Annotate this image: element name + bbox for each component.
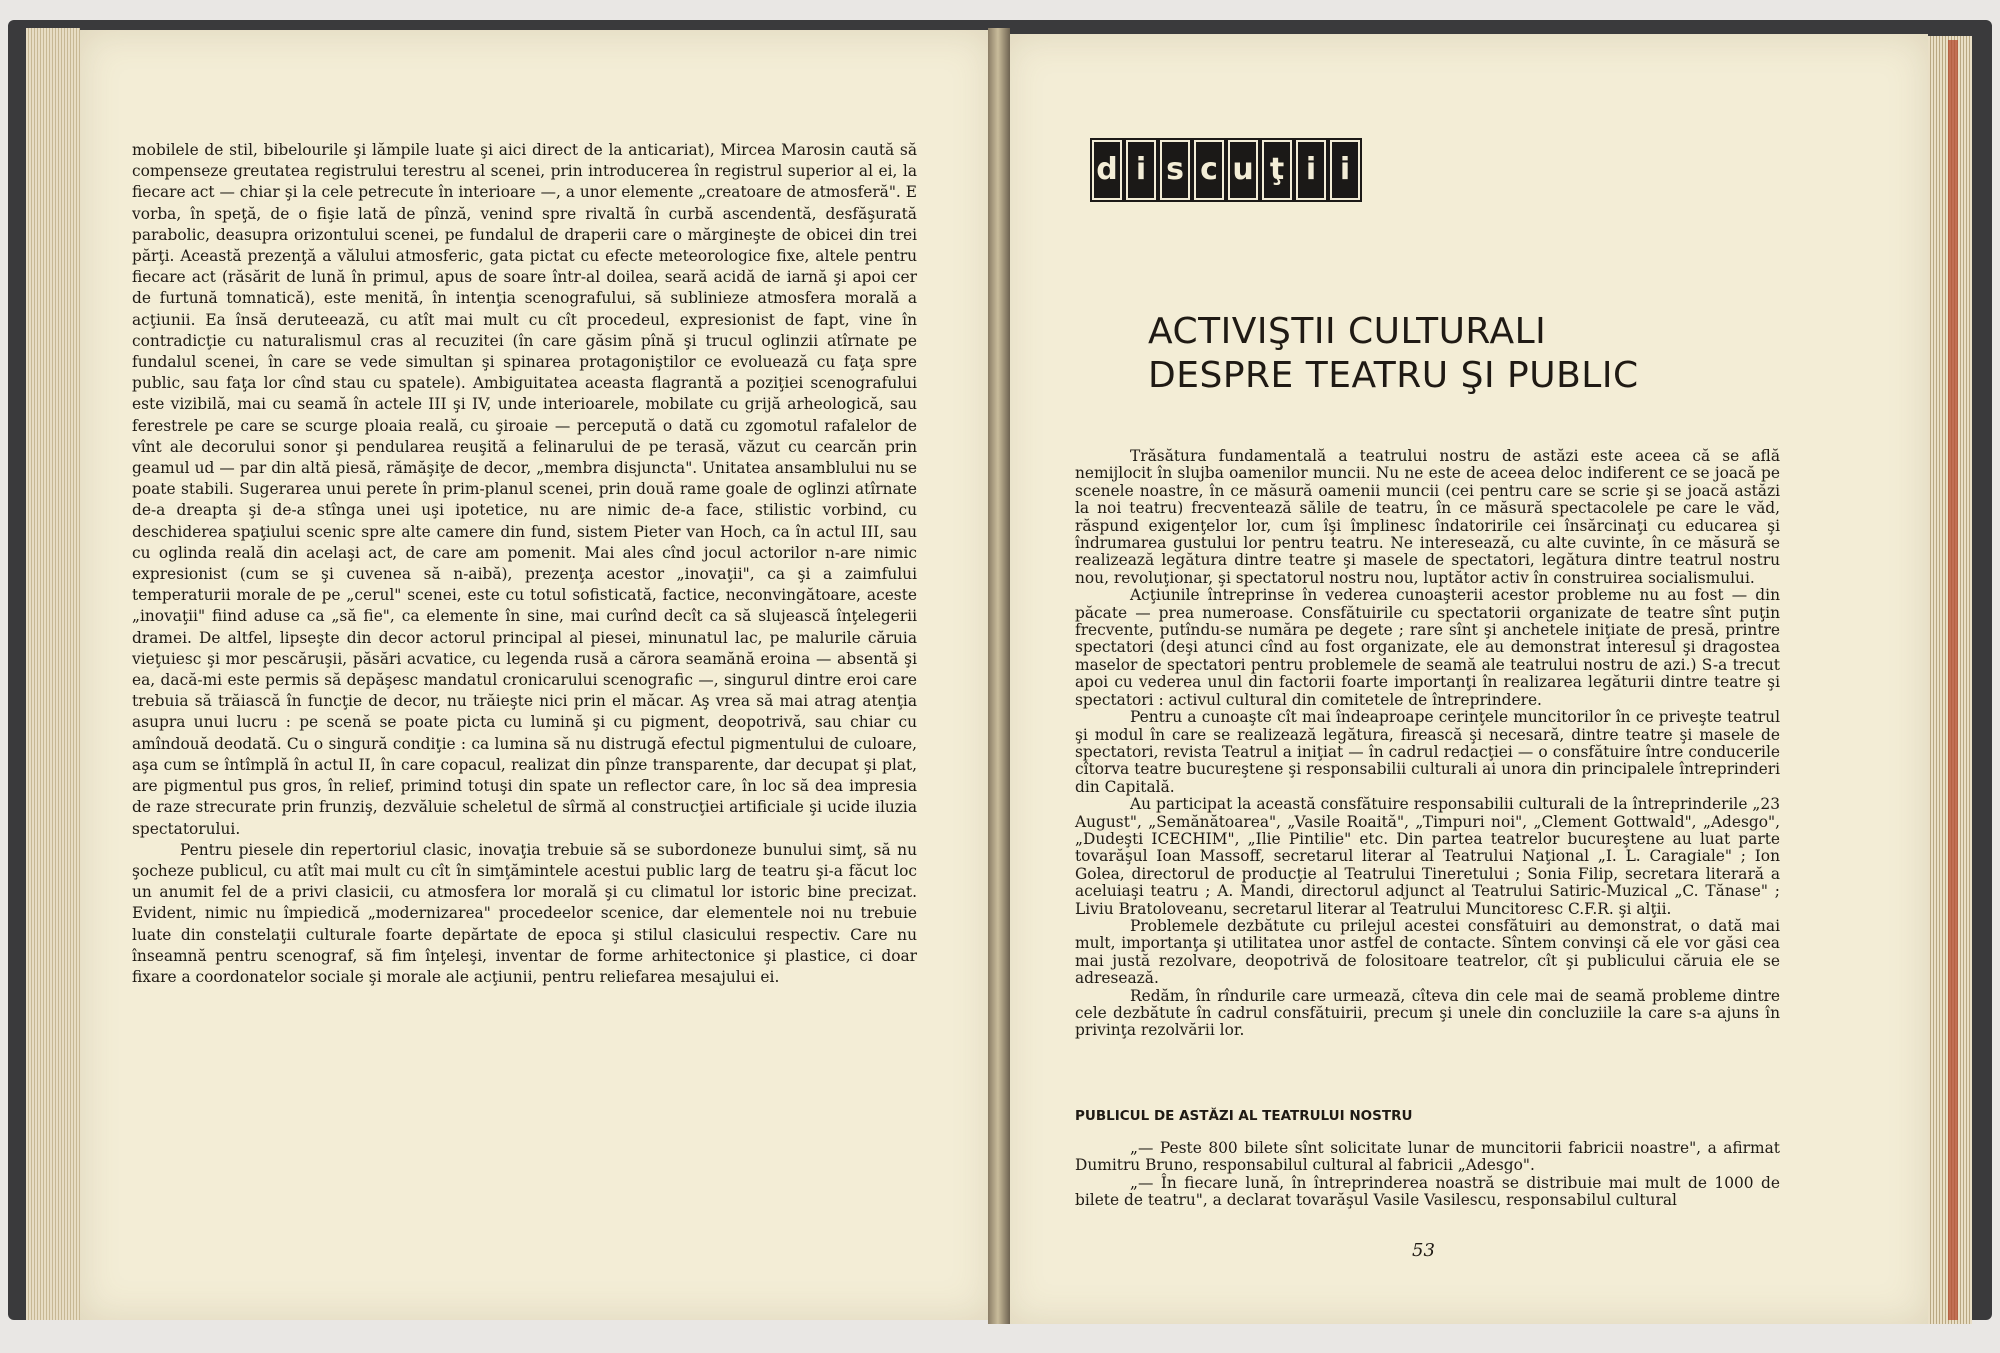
right-quote-1: „— Peste 800 bilete sînt solicitate lunar de muncitorii fabricii noastre", a afirmat Dumitru Bruno, responsabilul cultural al fabricii „Adesgo".	[1075, 1139, 1780, 1175]
page-number: 53	[1412, 1240, 1435, 1261]
heading-letter: i	[1330, 140, 1360, 200]
heading-letter: u	[1228, 140, 1258, 200]
heading-letter: i	[1126, 140, 1156, 200]
right-page-body	[1075, 448, 1780, 1040]
red-page-edge	[1948, 40, 1958, 1320]
heading-letter: i	[1296, 140, 1326, 200]
article-title-line-2: DESPRE TEATRU ŞI PUBLIC	[1148, 355, 1639, 396]
heading-letter: s	[1160, 140, 1190, 200]
right-paragraph-6: Redăm, în rîndurile care urmează, cîteva din cele mai de seamă probleme dintre cele dezbătute în cadrul consfătuirii, precum şi unele din concluziile la care s-a ajuns în privinţa rezolvării lor.	[1075, 986, 1780, 1040]
heading-letter: c	[1194, 140, 1224, 200]
article-title-line-1: ACTIVIŞTII CULTURALI	[1148, 311, 1547, 352]
section-subheading: PUBLICUL DE ASTĂZI AL TEATRULUI NOSTRU	[1075, 1108, 1413, 1124]
left-page-body	[132, 140, 917, 988]
book-gutter	[988, 28, 1010, 1324]
right-paragraph-4: Au participat la această consfătuire responsabilii culturali de la întreprinderile „23 August", „Semănătoarea", „Vasile Roaită", „Timpuri noi", „Clement Gottwald", „Adesgo", „Dudeşti ICECHIM", „Ilie Pintilie" etc. Din partea teatrelor bucureştene au luat parte tovarăşul Ioan Massoff, secretarul literar al Teatrului Naţional „I. L. Caragiale" ; Ion Golea, directorul de producţie al Teatrului Tineretului ; Sonia Filip, secretara literară a aceluiaşi teatru ; A. Mandi, directorul adjunct al Teatrului Satiric-Muzical „C. Tănase" ; Liviu Bratoloveanu, secretarul literar al Teatrului Muncitoresc C.F.R. şi alţii.	[1075, 795, 1780, 918]
section-heading-discutii	[1092, 140, 1360, 200]
right-quote-2: „— În fiecare lună, în întreprinderea noastră se distribuie mai mult de 1000 de bilete de teatru", a declarat tovarăşul Vasile Vasilescu, responsabilul cultural	[1075, 1173, 1780, 1210]
right-paragraph-1: Trăsătura fundamentală a teatrului nostru de astăzi este aceea că se află nemijlocit în slujba oamenilor muncii. Nu ne este de aceea deloc indiferent ce se joacă pe scenele noastre, în ce măsură oamenii muncii (cei pentru care se scrie şi se joacă astăzi la noi teatru) frecventează sălile de teatru, în ce măsură spectacolele pe care le văd, răspund exigenţelor lor, cum îşi împlinesc îndatoririle cei însărcinaţi cu educarea şi îndrumarea gustului lor pentru teatru. Ne interesează, cu alte cuvinte, în ce măsură se realizează legătura dintre teatre şi masele de spectatori, legătura dintre teatrul nostru nou, revoluţionar, şi spectatorul nostru nou, luptător activ în construirea socialismului.	[1075, 447, 1780, 587]
left-paragraph-2: Pentru piesele din repertoriul clasic, inovaţia trebuie să se subordoneze bunului simţ, să nu şocheze publicul, cu atît mai mult cu cît în simţămintele acestui public larg de teatru şi-a făcut loc un anumit fel de a privi clasicii, cu atmosfera lor morală şi cu climatul lor istoric bine precizat. Evident, nimic nu împiedică „modernizarea" procedeelor scenice, dar elementele noi nu trebuie luate din constelaţii culturale foarte depărtate de epoca şi stilul clasicului respectiv. Care nu înseamnă pentru scenograf, să fim înţeleşi, inventar de forme arhitectonice şi plastice, ci doar fixare a coordonatelor sociale şi morale ale acţiunii, pentru reliefarea mesajului ei.	[132, 840, 917, 986]
left-page-edges	[26, 28, 80, 1320]
right-paragraph-2: Acţiunile întreprinse în vederea cunoaşterii acestor probleme nu au fost — din păcate — prea numeroase. Consfătuirile cu spectatorii organizate de teatre sînt puţin frecvente, putîndu-se număra pe degete ; rare sînt şi anchetele iniţiate de presă, printre spectatori (deşi atunci cînd au fost organizate, ele au demonstrat interesul şi dragostea maselor de spectatori pentru problemele de seamă ale teatrului nostru de azi.) S-a trecut apoi cu vederea unul din factorii foarte importanţi în realizarea legăturii dintre teatre şi spectatori : activul cultural din comitetele de întreprindere.	[1075, 586, 1780, 709]
heading-letter: d	[1092, 140, 1122, 200]
article-title	[1148, 310, 1748, 398]
right-paragraph-3: Pentru a cunoaşte cît mai îndeaproape cerinţele muncitorilor în ce priveşte teatrul şi modul în care se realizează legătura, firească şi necesară, dintre teatre şi masele de spectatori, revista Teatrul a iniţiat — în cadrul redacţiei — o consfătuire între conducerile cîtorva teatre bucureştene şi responsabilii culturali ai unora din principalele întreprinderi din Capitală.	[1075, 708, 1780, 796]
heading-letter: ţ	[1262, 140, 1292, 200]
right-page-body-continued	[1075, 1140, 1780, 1210]
left-paragraph-1: mobilele de stil, bibelourile şi lămpile luate şi aici direct de la anticariat), Mircea Marosin caută să compenseze greutatea registrului terestru al scenei, prin introducerea în registrul superior al ei, la fiecare act — chiar şi la cele petrecute în interioare —, a unor elemente „creatoare de atmosferă". E vorba, în speţă, de o fişie lată de pînză, venind spre rivaltă în curbă ascendentă, desfăşurată parabolic, deasupra orizontului scenei, pe fundalul de draperii care o mărgineşte de obicei din trei părţi. Această prezenţă a vălului atmosferic, gata pictat cu efecte meteorologice fixe, altele pentru fiecare act (răsărit de lună în primul, apus de soare într-al doilea, seară acidă de iarnă şi apoi cer de furtună tomnatică), este menită, în intenţia scenografului, să sublinieze atmosfera morală a acţiunii. Ea însă deruteează, cu atît mai mult cu cît procedeul, expresionist de fapt, vine în contradicţie cu naturalismul cras al recuzitei (în care găsim pînă şi trucul oglinzii atîrnate pe fundalul scenei, în care se vede simultan şi spinarea protagoniştilor ce evoluează cu faţa spre public, sau faţa lor cînd stau cu spatele). Ambiguitatea aceasta flagrantă a poziţiei scenografului este vizibilă, mai cu seamă în actele III şi IV, unde interioarele, mobilate cu grijă arheologică, sau ferestrele pe care se scurge ploaia reală, cu şiroaie — percepută o dată cu zgomotul rafalelor de vînt ale decorului sonor şi pendularea reuşită a felinarului de pe terasă, văzut cu cearcăn prin geamul ud — par din altă piesă, rămăşiţe de decor, „membra disjuncta". Unitatea ansamblului nu se poate stabili. Sugerarea unui perete în prim-planul scenei, prin două rame goale de oglinzi atîrnate de-a dreapta şi de-a stînga unei uşi ipotetice, nu are nimic de-a face, stilistic vorbind, cu deschiderea spaţiului scenic spre alte camere din fund, sistem Pieter van Hoch, ca în actul III, sau cu oglinda reală din acelaşi act, de care am pomenit. Mai ales cînd jocul actorilor n-are nimic expresionist (cum se şi cuvenea să n-aibă), prezenţa acestor „inovaţii", ca şi a zaimfului temperaturii morale de pe „cerul" scenei, este cu totul sofisticată, factice, neconvingătoare, aceste „inovaţii" fiind aduse ca „să fie", ca elemente în sine, mai curînd decît ca să slujească înţelegerii dramei. De altfel, lipseşte din decor actorul principal al piesei, minunatul lac, pe malurile căruia vieţuiesc şi mor pescăruşii, păsări acvatice, cu legenda rusă a cărora seamănă eroina — absentă şi ea, dacă-mi este permis să depăşesc mandatul cronicarului scenografic —, singurul dintre eroi care trebuia să trăiască în funcţie de decor, nu trăieşte nici prin el măcar. Aş vrea să mai atrag atenţia asupra unui lucru : pe scenă se poate picta cu lumină şi cu pigment, deopotrivă, sau chiar cu amîndouă deodată. Cu o singură condiţie : ca lumina să nu distrugă efectul pigmentului de culoare, aşa cum se întîmplă în actul II, în care copacul, realizat din pînze transparente, dar decupat şi plat, are pigmentul pus gros, în relief, primind totuşi din spate un reflector care, în loc să dea impresia de raze strecurate prin frunziş, dezvăluie scheletul de sîrmă al construcţiei artificiale şi ucide iluzia spectatorului.	[132, 141, 917, 838]
right-paragraph-5: Problemele dezbătute cu prilejul acestei consfătuiri au demonstrat, o dată mai mult, importanţa şi utilitatea unor astfel de contacte. Sîntem convinşi că ele vor găsi cea mai justă rezolvare, deopotrivă de folositoare teatrelor, cît şi publicului căruia ele se adresează.	[1075, 916, 1780, 988]
